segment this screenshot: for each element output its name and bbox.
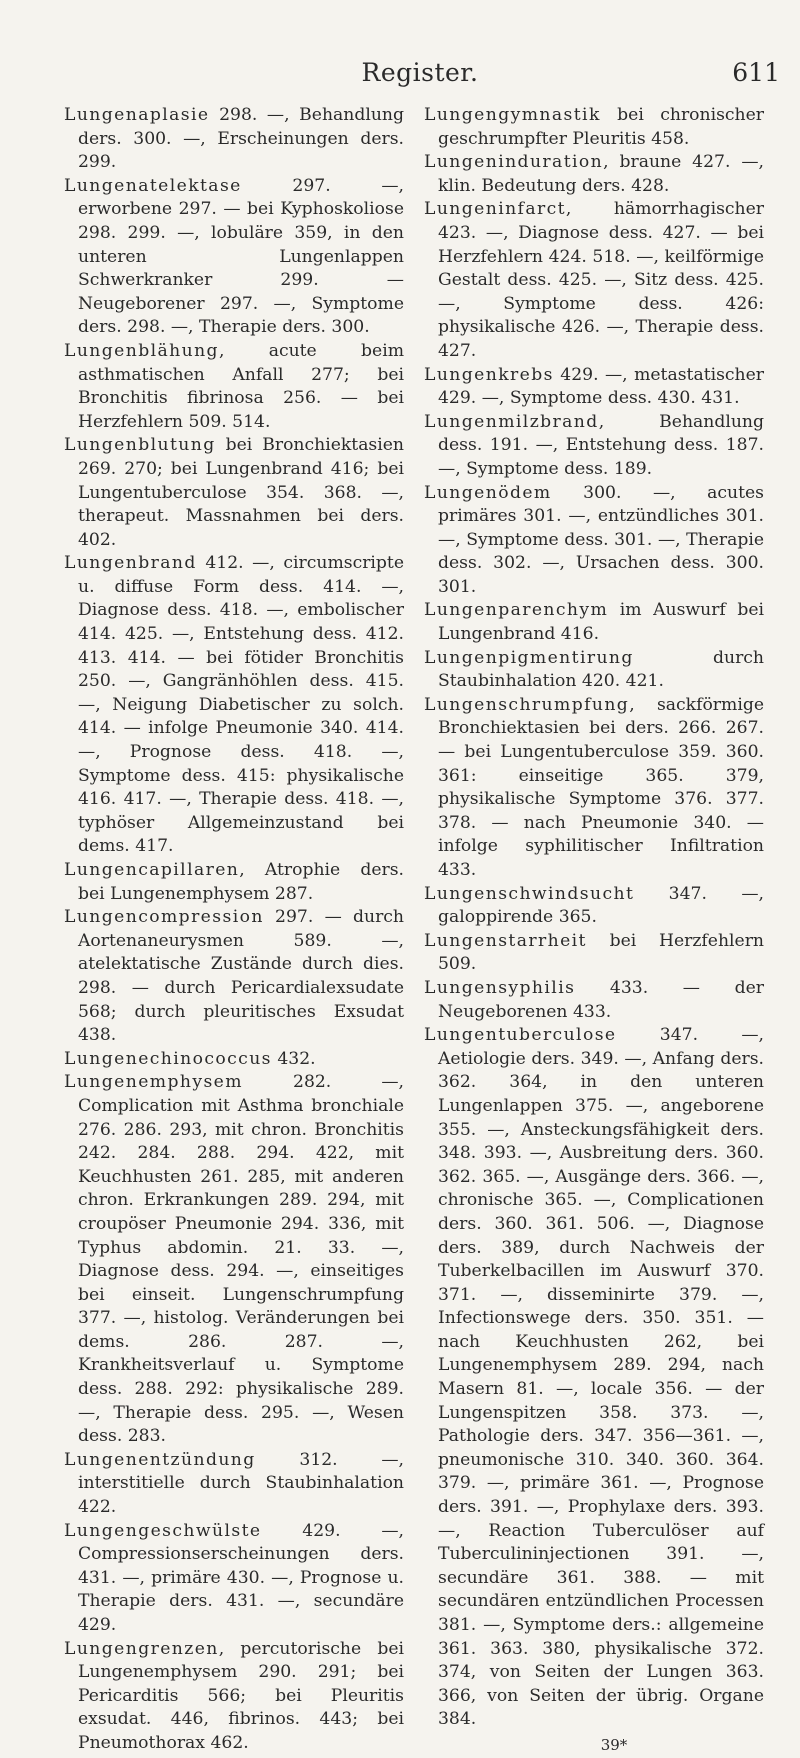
index-entry bbox=[424, 198, 764, 363]
index-references: , braune 427. —, klin. Bedeutung ders. 428. bbox=[438, 152, 764, 196]
index-references: im Auswurf bei Lungenbrand 416. bbox=[438, 600, 764, 645]
index-term: Lungenblähung bbox=[64, 340, 219, 361]
index-references: 412. —, circumscripte u. diffuse Form dess. 414. —, Diagnose dess. 418. —, embolischer 414. 425. —, Entstehung dess. 412. 413. 414. — bei fötider Bronchitis 250. —, Gangränhöhlen dess. 415. —, Neigung Diabetischer zu solch. 414. — infolge Pneumonie 340. 414. —, Prognose dess. 418. —, Symptome dess. 415: physikalische 416. 417. —, Therapie dess. 418. —, typhöser Allgemeinzustand bei dems. 417. bbox=[78, 553, 404, 857]
index-entry bbox=[424, 151, 764, 198]
index-entry bbox=[64, 1071, 404, 1449]
index-entry bbox=[424, 411, 764, 482]
index-term: Lungenkrebs bbox=[424, 364, 554, 385]
index-references: 347. —, galoppirende 365. bbox=[438, 883, 764, 928]
index-references: , Atrophie ders. bei Lungenemphysem 287. bbox=[78, 860, 404, 904]
index-term: Lungensyphilis bbox=[424, 977, 576, 998]
index-entry bbox=[424, 977, 764, 1024]
index-entry bbox=[64, 906, 404, 1048]
page-header bbox=[60, 58, 780, 98]
index-entry bbox=[424, 599, 764, 646]
index-entry bbox=[424, 647, 764, 694]
index-entry bbox=[424, 694, 764, 883]
right-column bbox=[424, 104, 764, 1758]
index-term: Lungenschwindsucht bbox=[424, 883, 635, 904]
index-entry bbox=[424, 1024, 764, 1732]
index-references: bei Bronchiektasien 269. 270; bei Lungenbrand 416; bei Lungentuberculose 354. 368. —, therapeut. Massnahmen bei ders. 402. bbox=[78, 435, 404, 550]
index-term: Lungengrenzen bbox=[64, 1638, 219, 1659]
index-references: 300. —, acutes primäres 301. —, entzündliches 301. —, Symptome dess. 301. —, Therapie dess. 302. —, Ursachen dess. 300. 301. bbox=[438, 482, 764, 597]
index-term: Lungencapillaren bbox=[64, 860, 240, 880]
index-entry bbox=[64, 340, 404, 434]
index-entry bbox=[64, 552, 404, 859]
index-term: Lungenatelektase bbox=[64, 175, 242, 196]
index-term: Lungenschrumpfung bbox=[424, 694, 630, 715]
index-references: , acute beim asthmatischen Anfall 277; bei Bronchitis fibrinosa 256. — bei Herzfehlern 509. 514. bbox=[78, 340, 404, 432]
index-entry bbox=[424, 104, 764, 151]
index-term: Lungeninduration bbox=[424, 152, 604, 173]
index-term: Lungenaplasie bbox=[64, 105, 210, 125]
index-term: Lungeninfarct bbox=[424, 199, 566, 220]
index-entry bbox=[64, 434, 404, 552]
index-entry bbox=[64, 1048, 404, 1072]
index-references: , percutorische bei Lungenemphysem 290. 291; bei Pericarditis 566; bei Pleuritis exsudat. 446, fibrinos. 443; bei Pneumothorax 462. bbox=[78, 1638, 404, 1753]
index-term: Lungengymnastik bbox=[424, 105, 601, 125]
index-entry bbox=[64, 175, 404, 340]
index-term: Lungenpigmentirung bbox=[424, 647, 634, 668]
index-references: 433. — der Neugeborenen 433. bbox=[438, 977, 764, 1022]
index-references: 312. —, interstitielle durch Staubinhalation 422. bbox=[78, 1449, 404, 1518]
index-references: , Behandlung dess. 191. —, Entstehung dess. 187. —, Symptome dess. 189. bbox=[438, 411, 764, 479]
left-column bbox=[64, 104, 404, 1758]
index-references: 347. —, Aetiologie ders. 349. —, Anfang ders. 362. 364, in den unteren Lungenlappen 375. —, angeborene 355. —, Ansteckungsfähigkeit ders. 348. 393. —, Ausbreitung ders. 360. 362. 365. —, Ausgänge ders. 366. —, chronische 365. —, Complicationen ders. 360. 361. 506. —, Diagnose ders. 389, durch Nachweis der Tuberkelbacillen im Auswurf 370. 371. —, disseminirte 379. —, Infectionswege ders. 350. 351. — nach Keuchhusten 262, bei Lungenemphysem 289. 294, nach Masern 81. —, locale 356. — der Lungenspitzen 358. 373. —, Pathologie ders. 347. 356—361. —, pneumonische 310. 340. 360. 364. 379. —, primäre 361. —, Prognose ders. 391. —, Prophylaxe ders. 393. —, Reaction Tuberculöser auf Tuberculininjectionen 391. —, secundäre 361. 388. — mit secundären entzündlichen Processen 381. —, Symptome ders.: allgemeine 361. 363. 380, physikalische 372. 374, von Seiten der Lungen 363. 366, von Seiten der übrig. Organe 384. bbox=[438, 1025, 764, 1730]
index-references: , hämorrhagischer 423. —, Diagnose dess. 427. — bei Herzfehlern 424. 518. —, keilförmige Gestalt dess. 425. —, Sitz dess. 425. —, Symptome dess. 426: physikalische 426. —, Therapie dess. 427. bbox=[438, 199, 764, 361]
page-number: 611 bbox=[732, 58, 780, 87]
index-entry bbox=[424, 930, 764, 977]
index-term: Lungenentzündung bbox=[64, 1449, 256, 1470]
index-references: durch Staubinhalation 420. 421. bbox=[438, 647, 764, 692]
index-term: Lungenödem bbox=[424, 482, 552, 503]
index-references: 429. —, Compressionserscheinungen ders. 431. —, primäre 430. —, Prognose u. Therapie ders. 431. —, secundäre 429. bbox=[78, 1520, 404, 1635]
index-references: 297. —, erworbene 297. — bei Kyphoskoliose 298. 299. —, lobuläre 359, in den unteren Lungenlappen Schwerkranker 299. — Neugeborener 297. —, Symptome ders. 298. —, Therapie ders. 300. bbox=[78, 175, 404, 338]
index-term: Lungenbrand bbox=[64, 553, 197, 574]
index-references: 282. —, Complication mit Asthma bronchiale 276. 286. 293, mit chron. Bronchitis 242. 284. 288. 294. 422, mit Keuchhusten 261. 285, mit anderen chron. Erkrankungen 289. 294, mit croupöser Pneumonie 294. 336, mit Typhus abdomin. 21. 33. —, Diagnose dess. 294. —, einseitiges bei einseit. Lungenschrumpfung 377. —, histolog. Veränderungen bei dems. 286. 287. —, Krankheitsverlauf u. Symptome dess. 288. 292: physikalische 289. —, Therapie dess. 295. —, Wesen dess. 283. bbox=[78, 1072, 404, 1447]
index-references: 429. —, metastatischer 429. —, Symptome dess. 430. 431. bbox=[438, 364, 764, 409]
index-term: Lungenechinococcus bbox=[64, 1048, 272, 1069]
index-references: 298. —, Behandlung ders. 300. —, Erscheinungen ders. 299. bbox=[78, 105, 404, 173]
index-entry bbox=[64, 1449, 404, 1520]
index-references: , sackförmige Bronchiektasien bei ders. 266. 267. — bei Lungentuberculose 359. 360. 361: einseitige 365. 379, physikalische Symptome 376. 377. 378. — nach Pneumonie 340. — infolge syphilitischer Infiltration 433. bbox=[438, 694, 764, 880]
index-term: Lungencompression bbox=[64, 907, 264, 928]
index-entry bbox=[64, 1638, 404, 1756]
index-references: bei chronischer geschrumpfter Pleuritis 458. bbox=[438, 105, 764, 149]
index-term: Lungenparenchym bbox=[424, 600, 609, 621]
index-term: Lungenstarrheit bbox=[424, 930, 587, 951]
index-entry bbox=[424, 364, 764, 411]
index-entry bbox=[64, 1520, 404, 1638]
index-references: 297. — durch Aortenaneurysmen 589. —, atelektatische Zustände durch dies. 298. — durch Pericardialexsudate 568; durch pleuritisches Exsudat 438. bbox=[78, 907, 404, 1046]
index-term: Lungenblutung bbox=[64, 435, 216, 456]
index-entry bbox=[424, 482, 764, 600]
index-term: Lungenemphysem bbox=[64, 1072, 243, 1093]
index-references: 432. bbox=[271, 1048, 316, 1069]
index-term: Lungenmilzbrand bbox=[424, 411, 599, 432]
index-entry bbox=[64, 859, 404, 906]
index-columns bbox=[64, 104, 764, 1758]
index-entry bbox=[64, 104, 404, 175]
index-entry bbox=[424, 883, 764, 930]
index-term: Lungengeschwülste bbox=[64, 1520, 262, 1541]
signature-mark: 39* bbox=[600, 1735, 628, 1754]
index-term: Lungentuberculose bbox=[424, 1025, 617, 1046]
running-title: Register. bbox=[361, 58, 479, 87]
index-references: bei Herzfehlern 509. bbox=[438, 930, 764, 975]
